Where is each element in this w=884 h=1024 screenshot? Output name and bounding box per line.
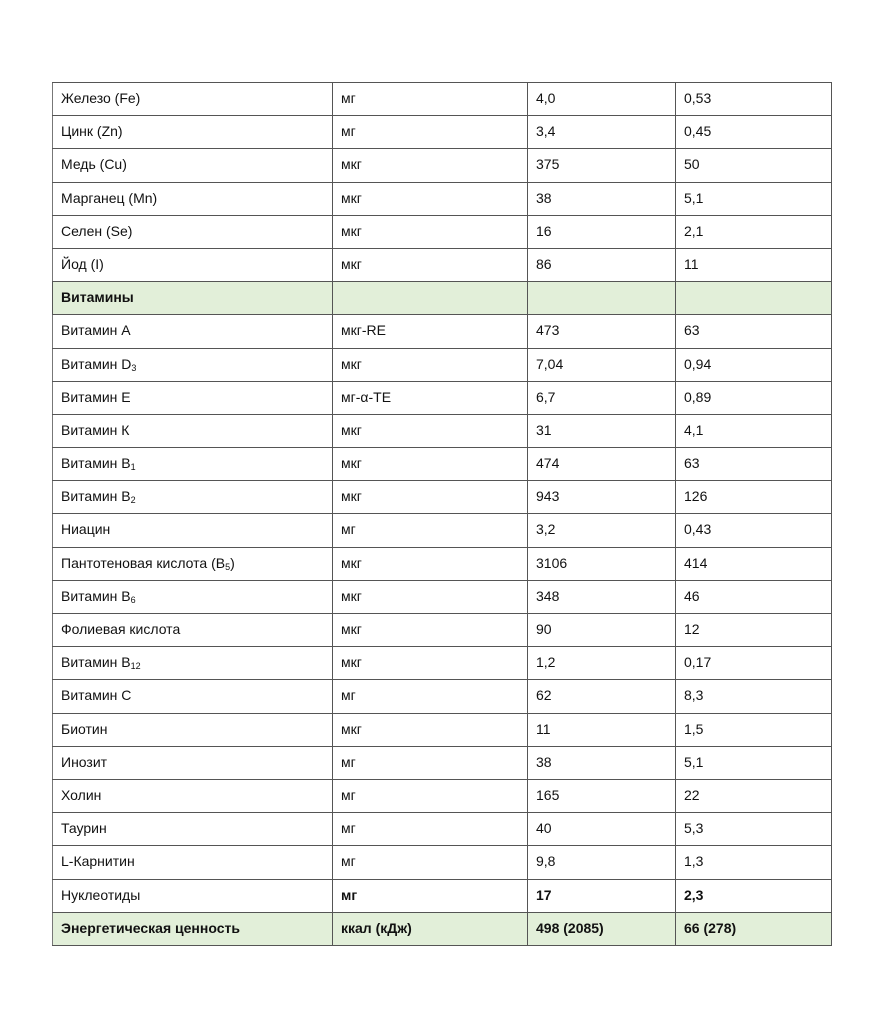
unit-cell: мкг [333,614,528,647]
value-per-100ml-cell: 50 [676,149,832,182]
nutrition-table-body [53,83,832,946]
nutrient-name: Марганец (Mn) [53,182,333,215]
unit-cell: мкг [333,448,528,481]
table-row [53,448,832,481]
value-per-100g-cell: 165 [528,779,676,812]
nutrient-name: Цинк (Zn) [53,116,333,149]
value-per-100g-cell: 375 [528,149,676,182]
unit-cell: мг [333,746,528,779]
nutrient-name: L-Карнитин [53,846,333,879]
table-row [53,348,832,381]
nutrient-name: Инозит [53,746,333,779]
value-per-100g-cell: 17 [528,879,676,912]
nutrient-name: Фолиевая кислота [53,614,333,647]
value-per-100g-cell: 7,04 [528,348,676,381]
unit-cell: мг [333,116,528,149]
table-row [53,83,832,116]
value-per-100ml-cell: 0,17 [676,647,832,680]
unit-cell: мкг [333,580,528,613]
value-per-100ml-cell: 46 [676,580,832,613]
nutrient-name: Витамин С [53,680,333,713]
nutrient-name: Энергетическая ценность [53,912,333,945]
nutrient-name: Медь (Cu) [53,149,333,182]
section-row [53,282,832,315]
table-row [53,514,832,547]
table-row [53,381,832,414]
value-per-100g-cell: 1,2 [528,647,676,680]
table-row [53,614,832,647]
unit-cell: мг [333,680,528,713]
value-per-100g-cell: 498 (2085) [528,912,676,945]
value-per-100g-cell: 38 [528,746,676,779]
value-per-100ml-cell: 5,1 [676,746,832,779]
table-row [53,182,832,215]
value-per-100ml-cell: 22 [676,779,832,812]
value-per-100ml-cell: 2,1 [676,215,832,248]
nutrient-name: Витамин $В_6$ [53,580,333,613]
nutrient-name: Таурин [53,813,333,846]
value-per-100g-cell: 348 [528,580,676,613]
table-row [53,680,832,713]
unit-cell: мкг [333,182,528,215]
value-per-100g-cell: 3,4 [528,116,676,149]
value-per-100g-cell: 40 [528,813,676,846]
table-row [53,713,832,746]
nutrient-name: Пантотеновая кислота $(В_5)$ [53,547,333,580]
nutrient-name: Биотин [53,713,333,746]
nutrient-name: Витамин А [53,315,333,348]
nutrient-name: Витамин $В_2$ [53,481,333,514]
empty-cell [676,282,832,315]
table-row [53,647,832,680]
value-per-100ml-cell: 5,1 [676,182,832,215]
value-per-100ml-cell: 0,53 [676,83,832,116]
nutrient-name: Витамин $В_{12}$ [53,647,333,680]
value-per-100ml-cell: 126 [676,481,832,514]
table-row [53,580,832,613]
unit-cell: мкг-RE [333,315,528,348]
table-row [53,248,832,281]
unit-cell: мкг [333,215,528,248]
value-per-100ml-cell: 5,3 [676,813,832,846]
nutrient-name: Холин [53,779,333,812]
value-per-100g-cell: 943 [528,481,676,514]
table-row [53,414,832,447]
nutrient-name: Железо (Fe) [53,83,333,116]
nutrient-name: Ниацин [53,514,333,547]
value-per-100ml-cell: 0,89 [676,381,832,414]
table-row [53,746,832,779]
nutrition-table [52,82,832,946]
value-per-100g-cell: 38 [528,182,676,215]
table-row [53,149,832,182]
nutrient-name: Витамин $В_1$ [53,448,333,481]
value-per-100g-cell: 11 [528,713,676,746]
unit-cell: мкг [333,713,528,746]
table-row [53,779,832,812]
nutrient-name: Йод (I) [53,248,333,281]
value-per-100ml-cell: 0,43 [676,514,832,547]
value-per-100ml-cell: 63 [676,315,832,348]
unit-cell: мг-α-ТЕ [333,381,528,414]
value-per-100ml-cell: 1,5 [676,713,832,746]
value-per-100ml-cell: 2,3 [676,879,832,912]
unit-cell: мг [333,879,528,912]
unit-cell: мкг [333,149,528,182]
unit-cell: мкг [333,414,528,447]
table-row [53,481,832,514]
value-per-100g-cell: 6,7 [528,381,676,414]
unit-cell: мг [333,813,528,846]
nutrient-name: Витамин К [53,414,333,447]
empty-cell [333,282,528,315]
value-per-100ml-cell: 0,94 [676,348,832,381]
value-per-100g-cell: 3106 [528,547,676,580]
value-per-100g-cell: 16 [528,215,676,248]
empty-cell [528,282,676,315]
unit-cell: мкг [333,348,528,381]
value-per-100g-cell: 473 [528,315,676,348]
unit-cell: мкг [333,481,528,514]
unit-cell: мг [333,83,528,116]
nutrient-name: Витамин Е [53,381,333,414]
value-per-100ml-cell: 66 (278) [676,912,832,945]
value-per-100ml-cell: 8,3 [676,680,832,713]
unit-cell: ккал (кДж) [333,912,528,945]
table-row [53,879,832,912]
total-row [53,912,832,945]
table-row [53,315,832,348]
unit-cell: мкг [333,547,528,580]
table-row [53,116,832,149]
unit-cell: мг [333,846,528,879]
value-per-100g-cell: 90 [528,614,676,647]
unit-cell: мкг [333,647,528,680]
value-per-100ml-cell: 414 [676,547,832,580]
value-per-100g-cell: 9,8 [528,846,676,879]
value-per-100g-cell: 62 [528,680,676,713]
table-row [53,846,832,879]
value-per-100g-cell: 3,2 [528,514,676,547]
value-per-100ml-cell: 12 [676,614,832,647]
unit-cell: мкг [333,248,528,281]
value-per-100ml-cell: 63 [676,448,832,481]
nutrient-name: Нуклеотиды [53,879,333,912]
table-row [53,813,832,846]
value-per-100ml-cell: 11 [676,248,832,281]
nutrient-name: Витамин $D_3$ [53,348,333,381]
table-row [53,215,832,248]
value-per-100g-cell: 31 [528,414,676,447]
value-per-100g-cell: 4,0 [528,83,676,116]
value-per-100ml-cell: 1,3 [676,846,832,879]
table-row [53,547,832,580]
unit-cell: мг [333,779,528,812]
value-per-100g-cell: 86 [528,248,676,281]
section-title: Витамины [53,282,333,315]
value-per-100g-cell: 474 [528,448,676,481]
value-per-100ml-cell: 0,45 [676,116,832,149]
value-per-100ml-cell: 4,1 [676,414,832,447]
nutrient-name: Селен (Se) [53,215,333,248]
unit-cell: мг [333,514,528,547]
